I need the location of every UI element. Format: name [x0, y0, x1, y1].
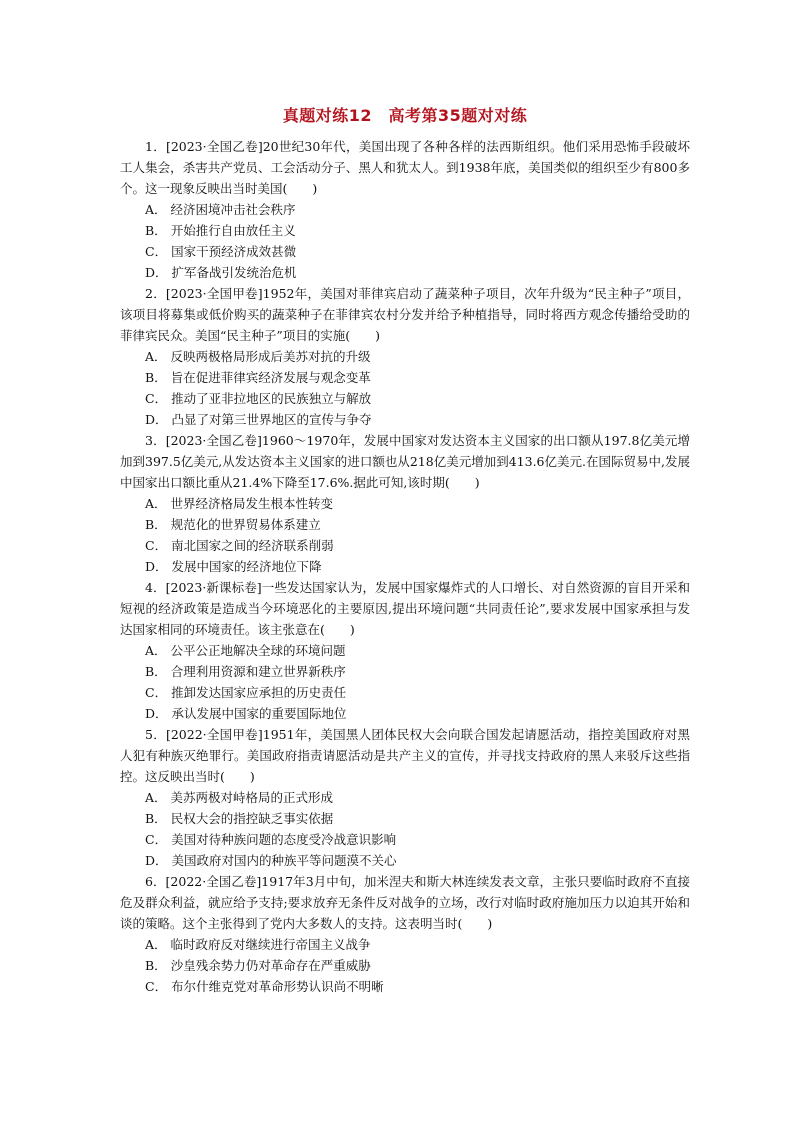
- option-letter: D．: [145, 853, 168, 868]
- option-text: 开始推行自由放任主义: [170, 223, 296, 238]
- option-text: 民权大会的指控缺乏事实依据: [170, 811, 334, 826]
- question-3: [120, 430, 690, 577]
- option-letter: B．: [145, 811, 167, 826]
- option-b: [120, 220, 690, 241]
- option-letter: B．: [145, 958, 167, 973]
- option-text: 推动了亚非拉地区的民族独立与解放: [171, 391, 372, 406]
- option-letter: B．: [145, 517, 167, 532]
- option-text: 临时政府反对继续进行帝国主义战争: [170, 937, 371, 952]
- option-letter: D．: [145, 412, 168, 427]
- option-b: [120, 367, 690, 388]
- option-text: 美国对待种族问题的态度受冷战意识影响: [171, 832, 397, 847]
- option-letter: B．: [145, 223, 167, 238]
- question-stem: 6．[2022·全国乙卷]1917年3月中旬，加米涅夫和斯大林连续发表文章，主张只要临时政府不直接危及群众利益，就应给予支持;要求放弃无条件反对战争的立场，改行对临时政府施加压力以迫其开始和谈的策略。这个主张得到了党内大多数人的支持。这表明当时( ): [120, 874, 690, 931]
- option-d: [120, 556, 690, 577]
- option-a: [120, 346, 690, 367]
- option-text: 经济困境冲击社会秩序: [170, 202, 296, 217]
- option-d: [120, 262, 690, 283]
- question-stem: 5．[2022·全国甲卷]1951年，美国黑人团体民权大会向联合国发起请愿活动，指控美国政府对黑人犯有种族灭绝罪行。美国政府指责请愿活动是共产主义的宣传，并寻找支持政府的黑人来驳斥这些指控。这反映出当时( ): [120, 727, 690, 784]
- option-text: 美国政府对国内的种族平等问题漠不关心: [171, 853, 397, 868]
- option-c: [120, 976, 690, 997]
- option-text: 旨在促进菲律宾经济发展与观念变革: [170, 370, 371, 385]
- option-letter: D．: [145, 265, 168, 280]
- option-b: [120, 808, 690, 829]
- option-letter: A．: [145, 202, 167, 217]
- option-letter: A．: [145, 643, 167, 658]
- option-text: 凸显了对第三世界地区的宣传与争夺: [171, 412, 372, 427]
- option-text: 布尔什维克党对革命形势认识尚不明晰: [171, 979, 384, 994]
- option-a: [120, 934, 690, 955]
- document-page: [120, 104, 690, 997]
- option-c: [120, 682, 690, 703]
- option-b: [120, 661, 690, 682]
- option-text: 扩军备战引发统治危机: [171, 265, 297, 280]
- option-a: [120, 640, 690, 661]
- page-title: 真题对练12 高考第35题对对练: [282, 106, 528, 125]
- option-text: 合理利用资源和建立世界新秩序: [170, 664, 346, 679]
- option-d: [120, 703, 690, 724]
- option-letter: A．: [145, 937, 167, 952]
- option-text: 发展中国家的经济地位下降: [171, 559, 322, 574]
- option-a: [120, 493, 690, 514]
- option-text: 反映两极格局形成后美苏对抗的升级: [170, 349, 371, 364]
- option-letter: C．: [145, 538, 168, 553]
- option-letter: C．: [145, 244, 168, 259]
- option-letter: D．: [145, 706, 168, 721]
- option-text: 世界经济格局发生根本性转变: [170, 496, 334, 511]
- question-4: [120, 577, 690, 724]
- question-stem: 3．[2023·全国乙卷]1960～1970年，发展中国家对发达资本主义国家的出口额从197.8亿美元增加到397.5亿美元,从发达资本主义国家的进口额也从218亿美元增加到413.6亿美元.在国际贸易中,发展中国家出口额比重从21.4%下降至17.6%.据此可知,该时期( ): [120, 433, 690, 490]
- option-a: [120, 199, 690, 220]
- option-letter: C．: [145, 832, 168, 847]
- question-stem: 1．[2023·全国乙卷]20世纪30年代，美国出现了各种各样的法西斯组织。他们采用恐怖手段破坏工人集会，杀害共产党员、工会活动分子、黑人和犹太人。到1938年底，美国类似的组织至少有800多个。这一现象反映出当时美国( ): [120, 139, 690, 196]
- option-b: [120, 955, 690, 976]
- option-text: 国家干预经济成效甚微: [171, 244, 297, 259]
- question-stem: 4．[2023·新课标卷]一些发达国家认为，发展中国家爆炸式的人口增长、对自然资源的盲目开采和短视的经济政策是造成当今环境恶化的主要原因,提出环境问题“共同责任论”,要求发展中国家承担与发达国家相同的环境责任。该主张意在( ): [120, 580, 690, 637]
- question-6: [120, 871, 690, 997]
- option-c: [120, 829, 690, 850]
- option-text: 推卸发达国家应承担的历史责任: [171, 685, 347, 700]
- option-letter: C．: [145, 979, 168, 994]
- option-letter: C．: [145, 685, 168, 700]
- question-stem: 2．[2023·全国甲卷]1952年，美国对菲律宾启动了蔬菜种子项目，次年升级为“民主种子”项目，该项目将募集或低价购买的蔬菜种子在菲律宾农村分发并给予种植指导，同时将西方观念传播给受助的菲律宾民众。美国“民主种子”项目的实施( ): [120, 286, 690, 343]
- option-c: [120, 388, 690, 409]
- option-text: 南北国家之间的经济联系削弱: [171, 538, 334, 553]
- option-letter: C．: [145, 391, 168, 406]
- question-1: [120, 136, 690, 283]
- option-b: [120, 514, 690, 535]
- option-c: [120, 241, 690, 262]
- option-d: [120, 850, 690, 871]
- option-letter: A．: [145, 349, 167, 364]
- option-text: 承认发展中国家的重要国际地位: [171, 706, 347, 721]
- question-2: [120, 283, 690, 430]
- option-text: 美苏两极对峙格局的正式形成: [170, 790, 334, 805]
- option-text: 沙皇残余势力仍对革命存在严重威胁: [170, 958, 371, 973]
- option-letter: B．: [145, 370, 167, 385]
- option-text: 公平公正地解决全球的环境问题: [170, 643, 346, 658]
- option-letter: A．: [145, 496, 167, 511]
- option-text: 规范化的世界贸易体系建立: [170, 517, 321, 532]
- question-5: [120, 724, 690, 871]
- option-letter: D．: [145, 559, 168, 574]
- option-letter: A．: [145, 790, 167, 805]
- option-letter: B．: [145, 664, 167, 679]
- option-a: [120, 787, 690, 808]
- option-d: [120, 409, 690, 430]
- option-c: [120, 535, 690, 556]
